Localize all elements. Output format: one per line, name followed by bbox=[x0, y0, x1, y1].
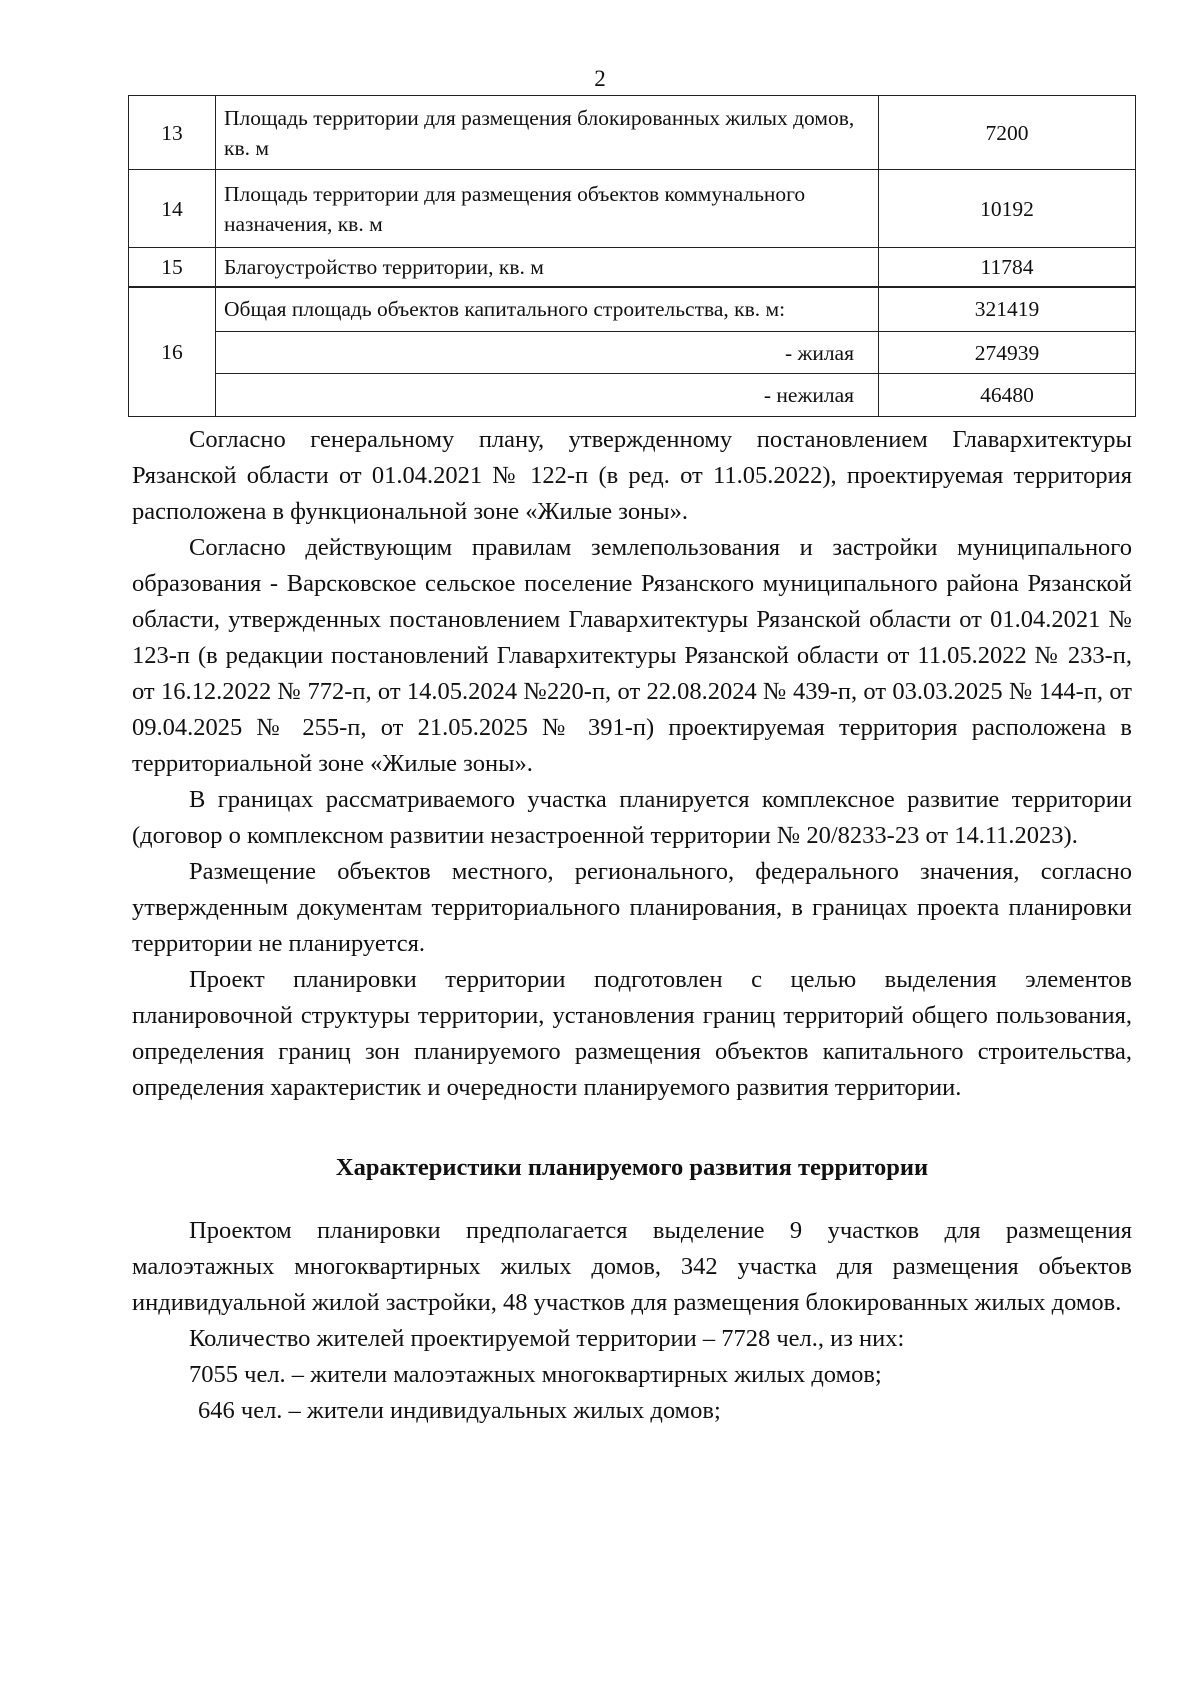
row-value: 10192 bbox=[879, 170, 1136, 248]
table-subrow bbox=[129, 374, 1136, 417]
row-number: 14 bbox=[129, 170, 216, 248]
paragraph: В границах рассматриваемого участка планируется комплексное развитие территории (договор о комплексном развитии незастроенной территории № 20/8233-23 от 14.11.2023). bbox=[132, 786, 1132, 849]
paragraph: Согласно действующим правилам землепользования и застройки муниципального образования - Варсковское сельское поселение Рязанского муниципального района Рязанской области, утвержденных постановлением Главархитектуры Рязанской области от 01.04.2021 № 123-п (в редакции постановлений Главархитектуры Рязанской области от 11.05.2022 № 233-п, от 16.12.2022 № 772-п, от 14.05.2024 №220-п, от 22.08.2024 № 439-п, от 03.03.2025 № 144-п, от 09.04.2025 № 255-п, от 21.05.2025 № 391-п) проектируемая территория расположена в территориальной зоне «Жилые зоны». bbox=[132, 534, 1132, 777]
paragraph: Количество жителей проектируемой территории – 7728 чел., из них: bbox=[189, 1325, 905, 1352]
subrow-value: 274939 bbox=[879, 332, 1136, 374]
row-value: 11784 bbox=[879, 248, 1136, 287]
row-name: Площадь территории для размещения блокированных жилых домов, кв. м bbox=[216, 96, 879, 170]
row-name: Благоустройство территории, кв. м bbox=[216, 248, 879, 287]
section-title: Характеристики планируемого развития территории bbox=[335, 1154, 929, 1181]
row-number: 15 bbox=[129, 248, 216, 287]
indicators-table bbox=[128, 95, 1136, 417]
paragraph: Проект планировки территории подготовлен с целью выделения элементов планировочной структуры территории, установления границ территорий общего пользования, определения границ зон планируемого размещения объектов капитального строительства, определения характеристик и очередности планируемого развития территории. bbox=[132, 966, 1132, 1101]
table-subrow bbox=[129, 332, 1136, 374]
document-body bbox=[132, 422, 1132, 1429]
table-row bbox=[129, 170, 1136, 248]
paragraph: Размещение объектов местного, регионального, федерального значения, согласно утвержденным документам территориального планирования, в границах проекта планировки территории не планируется. bbox=[132, 858, 1132, 957]
paragraph: Согласно генеральному плану, утвержденному постановлением Главархитектуры Рязанской области от 01.04.2021 № 122-п (в ред. от 11.05.2022), проектируемая территория расположена в функциональной зоне «Жилые зоны». bbox=[132, 426, 1132, 525]
table-row bbox=[129, 96, 1136, 170]
table-row bbox=[129, 248, 1136, 287]
paragraph: Проектом планировки предполагается выделение 9 участков для размещения малоэтажных многоквартирных жилых домов, 342 участка для размещения объектов индивидуальной жилой застройки, 48 участков для размещения блокированных жилых домов. bbox=[132, 1217, 1132, 1316]
page-number: 2 bbox=[594, 66, 606, 91]
row-value: 7200 bbox=[879, 96, 1136, 170]
subrow-name: - жилая bbox=[216, 332, 879, 374]
row-number: 16 bbox=[129, 287, 216, 417]
row-number: 13 bbox=[129, 96, 216, 170]
row-value: 321419 bbox=[879, 287, 1136, 332]
subrow-name: - нежилая bbox=[216, 374, 879, 417]
row-name: Площадь территории для размещения объектов коммунального назначения, кв. м bbox=[216, 170, 879, 248]
table-row bbox=[129, 287, 1136, 332]
row-name: Общая площадь объектов капитального строительства, кв. м: bbox=[216, 287, 879, 332]
paragraph: 7055 чел. – жители малоэтажных многоквартирных жилых домов; bbox=[189, 1361, 882, 1388]
subrow-value: 46480 bbox=[879, 374, 1136, 417]
paragraph: 646 чел. – жители индивидуальных жилых домов; bbox=[198, 1397, 721, 1424]
